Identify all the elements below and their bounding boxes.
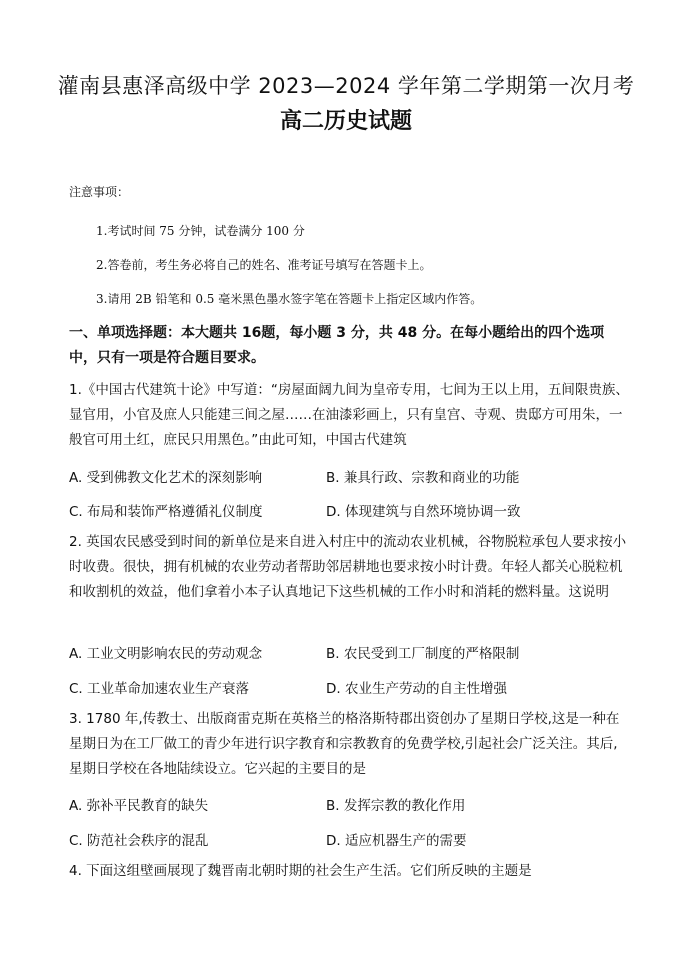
- notice-title: 注意事项：: [69, 185, 130, 199]
- question-3-stem: 3. 1780 年,传教士、出版商雷克斯在英格兰的格洛斯特郡出资创办了星期日学校,这是一种在星期日为在工厂做工的青少年进行识字教育和宗教教育的免费学校,引起社会广泛关注。其后,星期日学校在各地陆续设立。它兴起的主要目的是: [69, 711, 620, 777]
- question-1-option-d: D. 体现建筑与自然环境协调一致: [326, 504, 521, 520]
- question-2-option-d: D. 农业生产劳动的自主性增强: [326, 681, 507, 697]
- question-1-option-b: B. 兼具行政、宗教和商业的功能: [326, 470, 520, 486]
- question-2-option-b: B. 农民受到工厂制度的严格限制: [326, 646, 520, 662]
- section-heading: 一、单项选择题：本大题共 16题，每小题 3 分，共 48 分。在每小题给出的四个选项中，只有一项是符合题目要求。: [69, 325, 605, 366]
- question-3-option-d: D. 适应机器生产的需要: [326, 833, 467, 849]
- question-3-option-a: A. 弥补平民教育的缺失: [69, 798, 209, 814]
- notice-item-2: 2.答卷前，考生务必将自己的姓名、准考证号填写在答题卡上。: [96, 258, 432, 272]
- question-2-stem: 2. 英国农民感受到时间的新单位是来自进入村庄中的流动农业机械，谷物脱粒承包人要求按小时收费。很快，拥有机械的农业劳动者帮助邻居耕地也要求按小时计费。年轻人都关心脱粒机和收割机的效益，他们拿着小本子认真地记下这些机械的工作小时和消耗的燃料量。这说明: [69, 534, 627, 600]
- question-3-option-c: C. 防范社会秩序的混乱: [69, 833, 209, 849]
- exam-title: 灌南县惠泽高级中学 2023—2024 学年第二学期第一次月考: [57, 74, 635, 98]
- question-2-option-c: C. 工业革命加速农业生产衰落: [69, 681, 250, 697]
- notice-item-1: 1.考试时间 75 分钟，试卷满分 100 分: [96, 224, 305, 238]
- question-3-option-b: B. 发挥宗教的教化作用: [326, 798, 466, 814]
- question-4-stem: 4. 下面这组壁画展现了魏晋南北朝时期的社会生产生活。它们所反映的主题是: [69, 863, 532, 879]
- question-2-option-a: A. 工业文明影响农民的劳动观念: [69, 646, 263, 662]
- question-1-option-c: C. 布局和装饰严格遵循礼仪制度: [69, 504, 263, 520]
- exam-subtitle: 高二历史试题: [279, 109, 412, 134]
- question-1-stem: 1.《中国古代建筑十论》中写道：“房屋面阔九间为皇帝专用，七间为王以上用，五间限贵族、显官用，小官及庶人只能建三间之屋……在油漆彩画上，只有皇宫、寺观、贵邸方可用朱，一般官可用土红，庶民只用黑色。”由此可知，中国古代建筑: [69, 382, 629, 448]
- notice-item-3: 3.请用 2B 铅笔和 0.5 毫米黑色墨水签字笔在答题卡上指定区域内作答。: [96, 292, 483, 306]
- question-1-option-a: A. 受到佛教文化艺术的深刻影响: [69, 470, 263, 486]
